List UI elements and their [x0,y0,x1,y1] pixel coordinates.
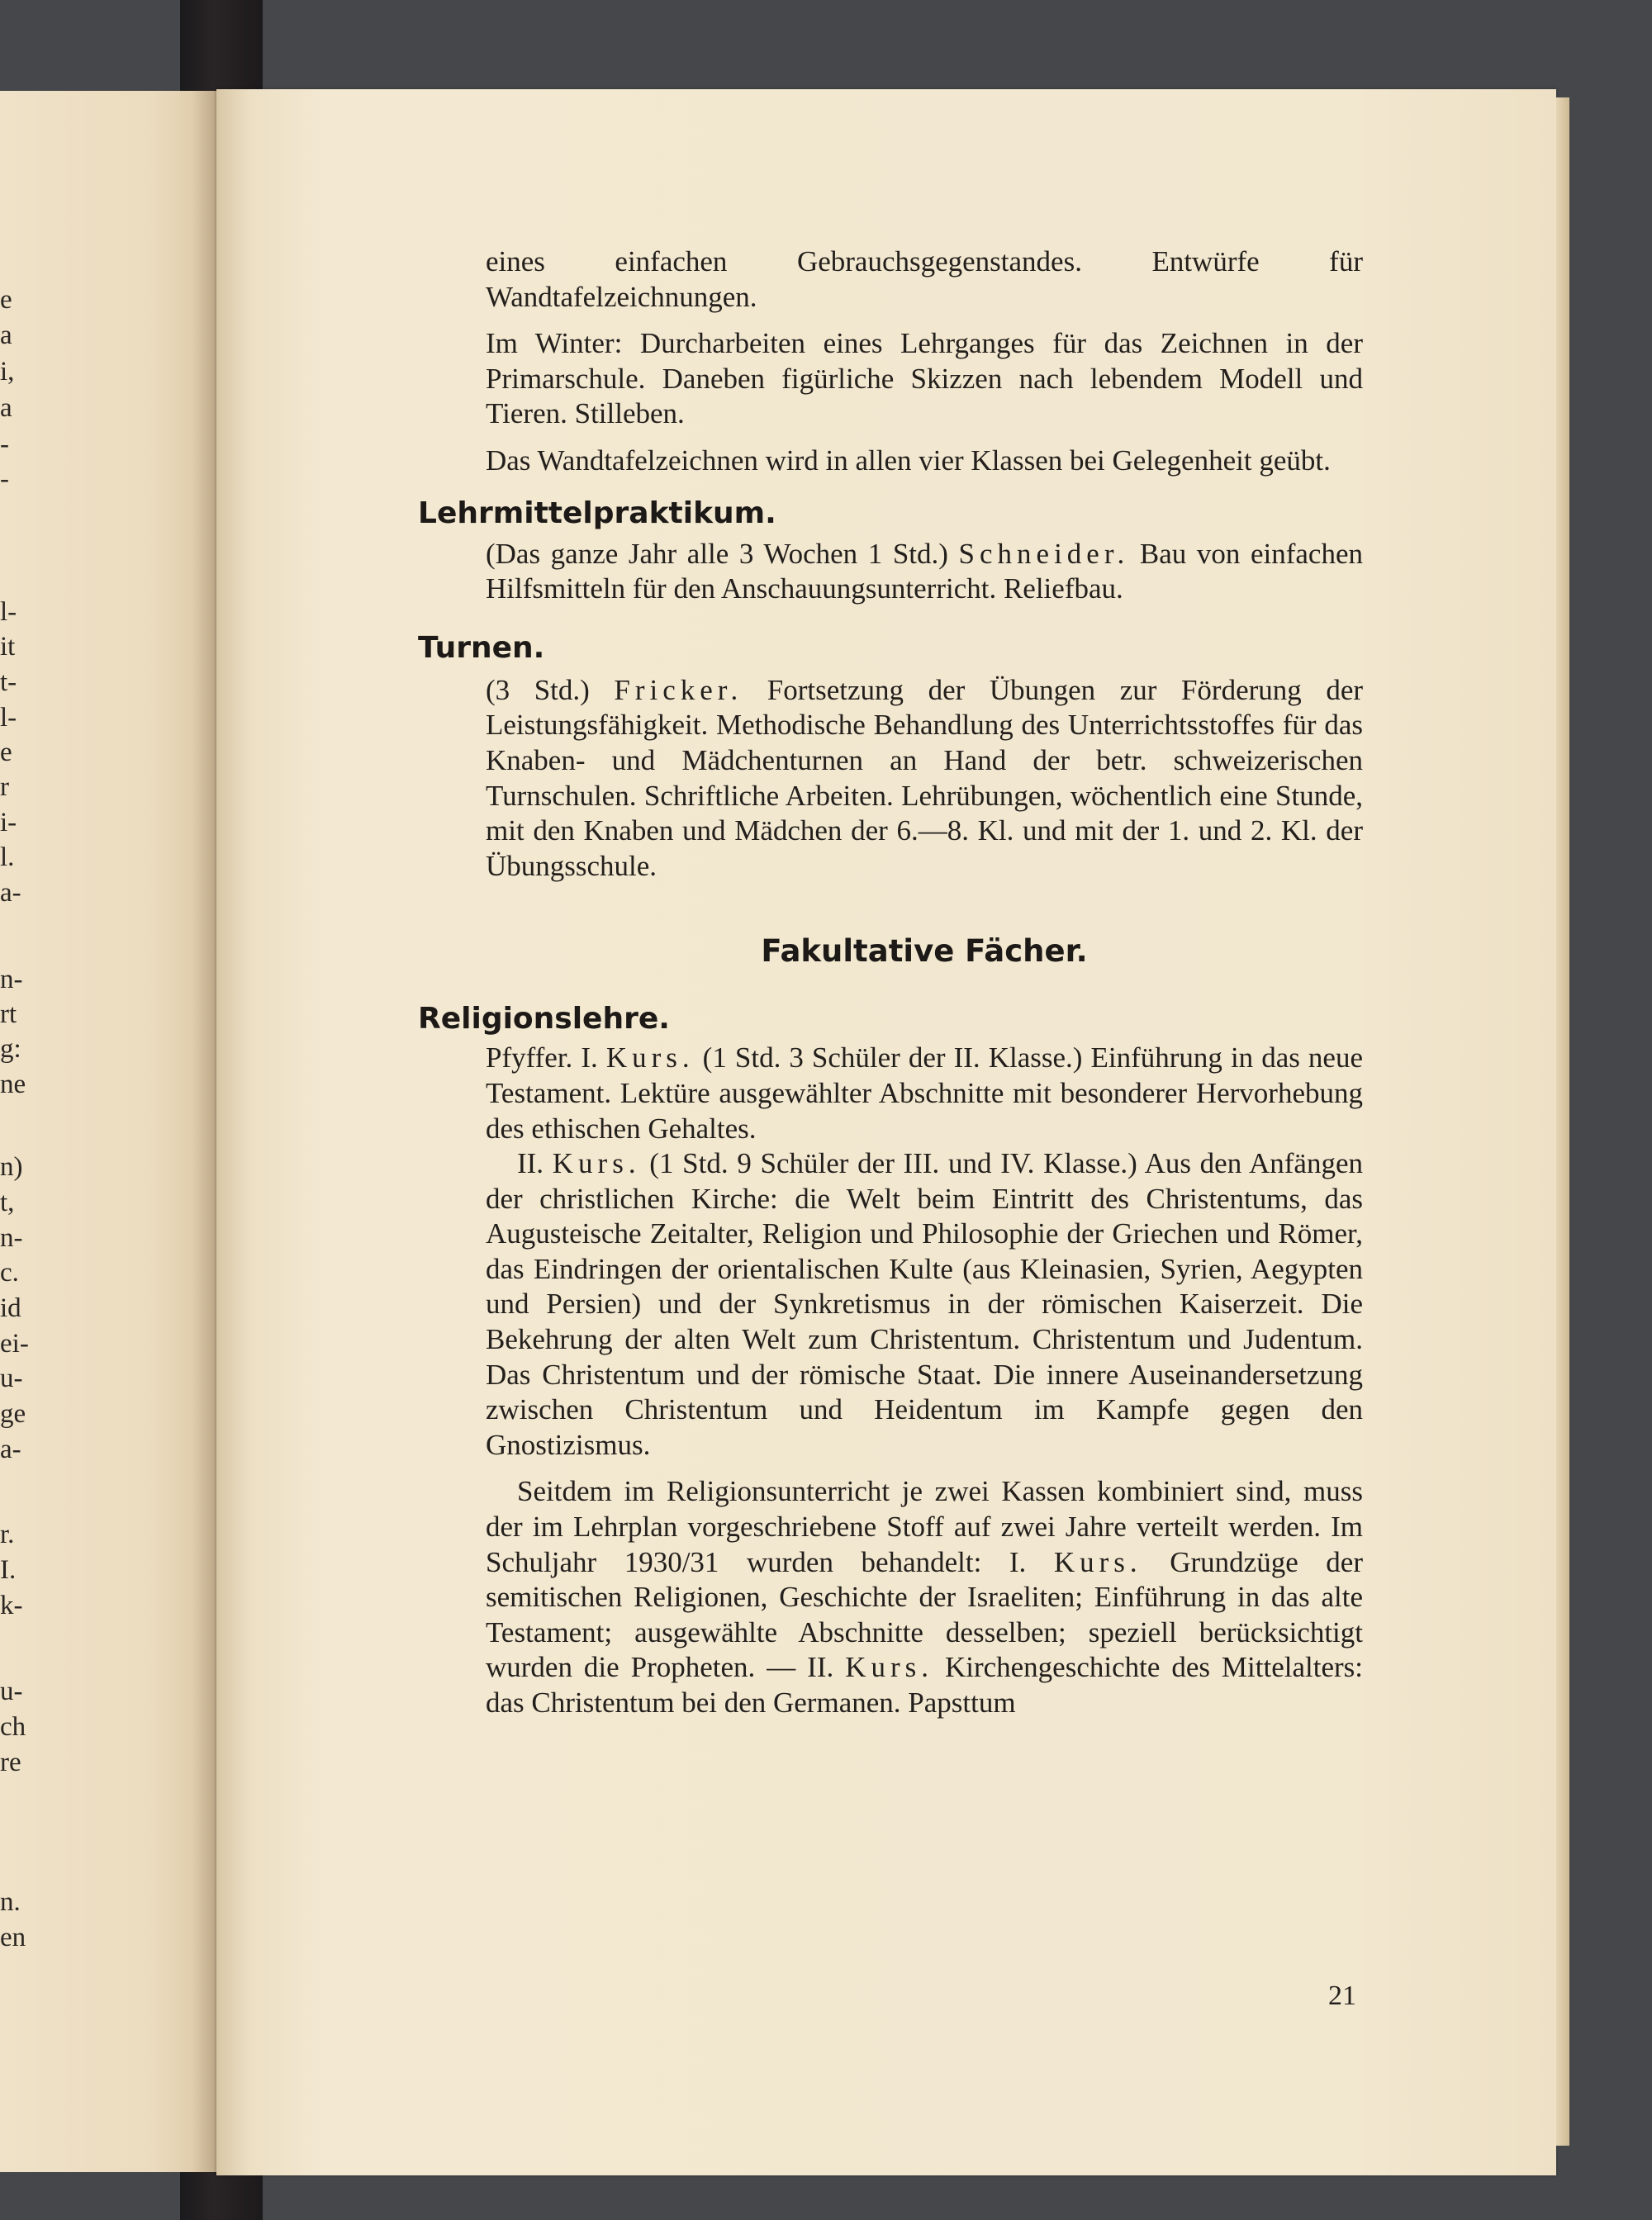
paragraph: Im Winter: Durcharbeiten eines Lehrganges für das Zeichnen in der Primarschule. Daneben figürliche Skizzen nach lebendem Modell und Tieren. Stilleben. [486,327,1363,430]
course-label: Kurs. [1053,1545,1142,1578]
paragraph-religion-3 [486,1474,1363,1720]
fragment: t, [0,1188,15,1217]
fragment: n) [0,1152,23,1182]
fragment: e [0,285,12,315]
fragment: u- [0,1364,23,1393]
fragment: g: [0,1034,21,1064]
fragment: a- [0,878,21,908]
text: Pfyffer. I. [486,1041,606,1074]
text: Grundzüge der semitischen Religionen, Geschichte der Israeliten; Einführung in das alte Testament; ausgewählte Abschnitte desselben; speziell berücksichtigt wurden die Propheten. — II. [486,1545,1363,1684]
fragment: I. [0,1555,17,1585]
fragment: n- [0,1223,23,1253]
text: Kirchengeschichte des Mittelalters: das Christentum bei den Germanen. Papsttum [486,1651,1363,1719]
book-spine-bottom [180,2172,263,2220]
fragment: l. [0,842,15,872]
fragment: a [0,393,12,423]
fragment: ge [0,1399,26,1429]
fragment: i- [0,808,17,837]
fragment: ne [0,1070,26,1099]
teacher-name: Schneider. [958,537,1130,570]
paragraph: Das Wandtafelzeichnen wird in allen vier Klassen bei Gelegenheit geübt. [486,444,1331,477]
text: (1 Std. 3 Schüler der II. Klasse.) Einführung in das neue Testament. Lektüre ausgewählter Abschnitte mit besonderer Hervorhebung des ethischen Gehaltes. [486,1041,1363,1145]
fragment: r [0,772,9,802]
fragment: it [0,632,16,662]
paragraph: eines einfachen Gebrauchsgegenstandes. Entwürfe für Wandtafelzeichnungen. [486,245,1363,313]
fragment: l- [0,703,17,733]
fragment: r. [0,1520,15,1549]
text: Bau von einfachen Hilfsmitteln für den Anschauungsunterricht. Reliefbau. [486,537,1363,605]
fragment: k- [0,1591,23,1620]
fragment: u- [0,1677,23,1706]
text: (1 Std. 9 Schüler der III. und IV. Klasse.) Aus den Anfängen der christlichen Kirche: die Welt beim Eintritt des Christentums, das Augusteische Zeitalter, Religion und Philosophie der Griechen und Römer, das Eindringen der orientalischen Kulte (aus Kleinasien, Syrien, Aegypten und Persien) und der Synkretismus in der römischen Kaiserzeit. Die Bekehrung der alten Welt zum Christentum. Christentum und Judentum. Das Christentum und der römische Staat. Die innere Auseinandersetzung zwischen Christentum und Heidentum im Kampfe gegen den Gnostizismus. [486,1147,1364,1461]
fragment: en [0,1923,26,1952]
fragment: e [0,738,12,767]
paragraph-religion-1 [486,1041,1363,1146]
section-heading-fakultative-faecher: Fakultative Fächer. [761,933,1088,970]
fragment: i, [0,357,15,387]
fragment: n. [0,1887,21,1917]
paragraph-turnen [486,673,1363,885]
text: Fortsetzung der Übungen zur Förderung der Leistungsfähigkeit. Methodische Behandlung des Unterrichtsstoffes für das Knaben- und Mädchenturnen an Hand der betr. schweizerischen Turnschulen. Schriftliche Arbeiten. Lehrübungen, wöchentlich eine Stunde, mit den Knaben und Mädchen der 6.—8. Kl. und mit der 1. und 2. Kl. der Übungsschule. [486,673,1364,882]
page-content [418,244,1364,1721]
page-edge [1556,97,1569,2146]
fragment: t- [0,667,17,697]
fragment: n- [0,965,23,994]
fragment: l- [0,597,17,627]
fragment: a [0,320,12,350]
book-spine [180,0,263,91]
fragment: - [0,429,9,459]
course-label: Kurs. [845,1651,933,1684]
fragment: ch [0,1712,26,1742]
text: (3 Std.) [486,673,615,706]
fragment: rt [0,999,17,1029]
fragment: a- [0,1435,21,1464]
fragment: c. [0,1258,19,1288]
teacher-name: Fricker. [614,673,743,706]
text: Seitdem im Religionsunterricht je zwei Kassen kombiniert sind, muss der im Lehrplan vorgeschriebene Stoff auf zwei Jahre verteilt werden. Im Schuljahr 1930/31 wurden behandelt: I. [486,1475,1363,1578]
course-label: Kurs. [605,1041,695,1074]
fragment: id [0,1293,21,1323]
fragment: re [0,1748,21,1777]
fragment: ei- [0,1329,29,1359]
section-heading-religionslehre: Religionslehre. [418,1002,670,1036]
left-page-text-fragments [0,0,50,2220]
section-heading-turnen: Turnen. [418,630,545,665]
paragraph-religion-2 [486,1146,1363,1463]
fragment: - [0,464,9,494]
course-label: Kurs. [552,1147,641,1180]
page-number: 21 [1328,1980,1356,2011]
section-heading-lehrmittelpraktikum: Lehrmittelpraktikum. [418,496,776,530]
text: II. [517,1147,553,1180]
text: (Das ganze Jahr alle 3 Wochen 1 Std.) [486,537,959,570]
paragraph-lehrmittel [486,537,1363,607]
